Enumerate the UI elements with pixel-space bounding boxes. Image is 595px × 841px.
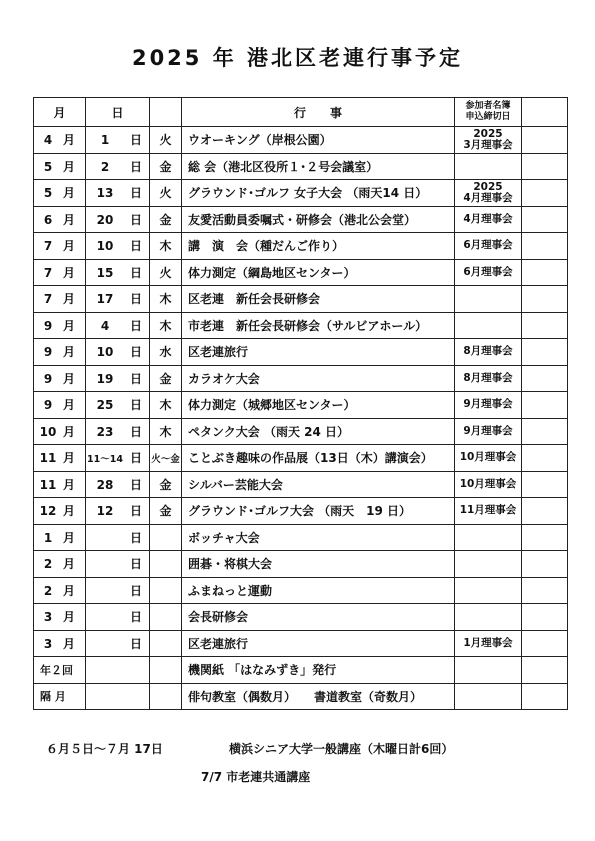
- header-note-line1: 参加者名簿: [465, 101, 511, 111]
- event-cell: ウオーキング（岸根公園）: [182, 127, 455, 154]
- day-number: 10: [96, 345, 114, 360]
- month-cell: [34, 657, 86, 684]
- day-number: 28: [96, 477, 114, 492]
- note-cell: 11月理事会: [455, 498, 522, 525]
- month-number: 12: [39, 504, 57, 519]
- extra-cell: [522, 259, 568, 286]
- day-number: 17: [96, 292, 114, 307]
- event-cell: 区老連旅行: [182, 630, 455, 657]
- note-cell: 8月理事会: [455, 365, 522, 392]
- day-number: 15: [96, 265, 114, 280]
- day-cell: [86, 498, 150, 525]
- table-row: [34, 683, 568, 710]
- day-cell: [86, 365, 150, 392]
- extra-cell: [522, 392, 568, 419]
- weekday-cell: [150, 604, 182, 631]
- weekday-cell: 木: [150, 286, 182, 313]
- weekday-cell: 金: [150, 206, 182, 233]
- month-kanji: 月: [63, 371, 76, 386]
- note-cell: [455, 153, 522, 180]
- day-number: 13: [96, 186, 114, 201]
- month-kanji: 月: [63, 530, 76, 545]
- extra-cell: [522, 365, 568, 392]
- note-cell: [455, 524, 522, 551]
- note-cell: 10月理事会: [455, 471, 522, 498]
- weekday-cell: 水: [150, 339, 182, 366]
- month-cell: [34, 683, 86, 710]
- day-cell: [86, 577, 150, 604]
- header-extra: [522, 98, 568, 127]
- day-kanji: 日: [130, 530, 143, 545]
- schedule-table: [33, 97, 568, 710]
- day-cell: [86, 153, 150, 180]
- extra-cell: [522, 551, 568, 578]
- day-cell: [86, 418, 150, 445]
- table-row: [34, 445, 568, 472]
- month-number: 11: [39, 477, 57, 492]
- month-kanji: 月: [63, 557, 76, 572]
- note-cell: [455, 657, 522, 684]
- extra-cell: [522, 498, 568, 525]
- day-cell: [86, 551, 150, 578]
- table-row: [34, 286, 568, 313]
- extra-cell: [522, 153, 568, 180]
- day-kanji: 日: [130, 133, 143, 148]
- table-row: [34, 259, 568, 286]
- month-kanji: 月: [63, 504, 76, 519]
- note-cell: [455, 683, 522, 710]
- month-cell: [34, 206, 86, 233]
- header-event: 行 事: [182, 98, 455, 127]
- note-cell: [455, 286, 522, 313]
- day-kanji: 日: [130, 583, 143, 598]
- month-kanji: 月: [63, 477, 76, 492]
- month-cell: [34, 365, 86, 392]
- extra-cell: [522, 312, 568, 339]
- month-cell: [34, 418, 86, 445]
- month-kanji: 月: [63, 265, 76, 280]
- extra-cell: [522, 339, 568, 366]
- event-cell: 市老連 新任会長研修会（サルビアホール）: [182, 312, 455, 339]
- month-cell: [34, 286, 86, 313]
- note-cell: [455, 312, 522, 339]
- table-row: [34, 392, 568, 419]
- event-cell: 俳句教室（偶数月） 書道教室（奇数月）: [182, 683, 455, 710]
- day-cell: [86, 180, 150, 207]
- note-cell: 10月理事会: [455, 445, 522, 472]
- event-cell: 友愛活動員委嘱式・研修会（港北公会堂）: [182, 206, 455, 233]
- table-row: [34, 471, 568, 498]
- month-cell: [34, 577, 86, 604]
- weekday-cell: [150, 577, 182, 604]
- event-cell: 体力測定（城郷地区センター）: [182, 392, 455, 419]
- note-cell: 2025 4月理事会: [455, 180, 522, 207]
- day-cell: [86, 524, 150, 551]
- month-kanji: 月: [63, 159, 76, 174]
- extra-cell: [522, 657, 568, 684]
- weekday-cell: 木: [150, 418, 182, 445]
- month-kanji: 月: [63, 398, 76, 413]
- extra-cell: [522, 604, 568, 631]
- month-number: 7: [43, 265, 53, 280]
- month-cell: [34, 630, 86, 657]
- month-number: 5: [43, 186, 53, 201]
- event-cell: 会長研修会: [182, 604, 455, 631]
- month-number: 10: [39, 424, 57, 439]
- month-cell: [34, 153, 86, 180]
- event-cell: 機関紙 「はなみずき」発行: [182, 657, 455, 684]
- table-row: [34, 604, 568, 631]
- weekday-cell: 火～金: [150, 445, 182, 472]
- month-number: 9: [43, 318, 53, 333]
- event-cell: シルバー芸能大会: [182, 471, 455, 498]
- day-kanji: 日: [130, 292, 143, 307]
- event-cell: ボッチャ大会: [182, 524, 455, 551]
- weekday-cell: 火: [150, 180, 182, 207]
- footer-common-lecture: 7/7 市老連共通講座: [201, 770, 311, 784]
- day-kanji: 日: [130, 318, 143, 333]
- day-kanji: 日: [130, 212, 143, 227]
- day-kanji: 日: [130, 371, 143, 386]
- month-cell: [34, 259, 86, 286]
- month-cell: [34, 551, 86, 578]
- day-cell: [86, 445, 150, 472]
- note-cell: [455, 551, 522, 578]
- event-cell: ことぶき趣味の作品展（13日（木）講演会）: [182, 445, 455, 472]
- weekday-cell: 火: [150, 127, 182, 154]
- event-cell: 区老連 新任会長研修会: [182, 286, 455, 313]
- note-cell: 6月理事会: [455, 259, 522, 286]
- header-weekday: [150, 98, 182, 127]
- month-kanji: 月: [63, 610, 76, 625]
- day-cell: [86, 286, 150, 313]
- month-number: 9: [43, 371, 53, 386]
- table-row: [34, 418, 568, 445]
- weekday-cell: [150, 551, 182, 578]
- event-cell: 区老連旅行: [182, 339, 455, 366]
- day-number: 20: [96, 212, 114, 227]
- month-cell: [34, 233, 86, 260]
- weekday-cell: [150, 657, 182, 684]
- day-kanji: 日: [130, 265, 143, 280]
- day-number: 1: [100, 133, 110, 148]
- day-cell: [86, 206, 150, 233]
- weekday-cell: 木: [150, 312, 182, 339]
- month-number: 2: [43, 583, 53, 598]
- footer-lecture: 横浜シニア大学一般講座（木曜日計6回）: [229, 742, 454, 756]
- month-number: 9: [43, 398, 53, 413]
- extra-cell: [522, 577, 568, 604]
- day-cell: [86, 471, 150, 498]
- note-cell: 2025 3月理事会: [455, 127, 522, 154]
- weekday-cell: 木: [150, 233, 182, 260]
- event-cell: ふまねっと運動: [182, 577, 455, 604]
- day-cell: [86, 339, 150, 366]
- table-row: [34, 312, 568, 339]
- event-cell: カラオケ大会: [182, 365, 455, 392]
- extra-cell: [522, 286, 568, 313]
- header-day: 日: [86, 98, 150, 127]
- day-kanji: 日: [130, 398, 143, 413]
- month-number: 9: [43, 345, 53, 360]
- event-cell: 体力測定（綱島地区センター）: [182, 259, 455, 286]
- event-cell: グラウンド･ゴルフ大会 （雨天 19 日）: [182, 498, 455, 525]
- event-cell: ペタンク大会 （雨天 24 日）: [182, 418, 455, 445]
- note-cell: [455, 577, 522, 604]
- day-number: 25: [96, 398, 114, 413]
- day-cell: [86, 683, 150, 710]
- day-number: 10: [96, 239, 114, 254]
- table-row: [34, 127, 568, 154]
- day-cell: [86, 259, 150, 286]
- day-kanji: 日: [130, 610, 143, 625]
- day-cell: [86, 630, 150, 657]
- month-kanji: 月: [63, 583, 76, 598]
- extra-cell: [522, 524, 568, 551]
- month-cell: [34, 604, 86, 631]
- month-cell: [34, 471, 86, 498]
- table-header-row: [34, 98, 568, 127]
- extra-cell: [522, 206, 568, 233]
- month-kanji: 月: [63, 451, 76, 466]
- day-cell: [86, 312, 150, 339]
- weekday-cell: [150, 683, 182, 710]
- header-month: 月: [34, 98, 86, 127]
- table-row: [34, 577, 568, 604]
- month-kanji: 月: [63, 133, 76, 148]
- extra-cell: [522, 445, 568, 472]
- month-number: 4: [43, 133, 53, 148]
- month-cell: [34, 339, 86, 366]
- weekday-cell: 金: [150, 365, 182, 392]
- day-number: 2: [100, 159, 110, 174]
- table-row: [34, 524, 568, 551]
- table-row: [34, 206, 568, 233]
- month-cell: [34, 127, 86, 154]
- month-number: 11: [39, 451, 57, 466]
- day-number: 23: [96, 424, 114, 439]
- table-row: [34, 365, 568, 392]
- weekday-cell: 金: [150, 153, 182, 180]
- month-kanji: 月: [63, 636, 76, 651]
- month-cell: [34, 312, 86, 339]
- note-cell: 8月理事会: [455, 339, 522, 366]
- day-number: 4: [100, 318, 110, 333]
- month-kanji: 月: [63, 345, 76, 360]
- month-kanji: 月: [63, 239, 76, 254]
- note-cell: 4月理事会: [455, 206, 522, 233]
- table-row: [34, 233, 568, 260]
- month-cell: [34, 180, 86, 207]
- weekday-cell: 金: [150, 498, 182, 525]
- month-kanji: 月: [63, 292, 76, 307]
- day-kanji: 日: [130, 477, 143, 492]
- extra-cell: [522, 471, 568, 498]
- page-title: 2025 年 港北区老連行事予定: [131, 46, 464, 70]
- month-label: 隔 月: [40, 690, 66, 704]
- note-cell: [455, 604, 522, 631]
- month-number: 7: [43, 239, 53, 254]
- event-cell: グラウンド･ゴルフ 女子大会 （雨天14 日）: [182, 180, 455, 207]
- month-cell: [34, 392, 86, 419]
- extra-cell: [522, 683, 568, 710]
- month-kanji: 月: [63, 424, 76, 439]
- day-cell: [86, 657, 150, 684]
- day-kanji: 日: [130, 239, 143, 254]
- note-cell: 6月理事会: [455, 233, 522, 260]
- weekday-cell: 火: [150, 259, 182, 286]
- header-note: [455, 98, 522, 127]
- month-number: 3: [43, 636, 53, 651]
- weekday-cell: [150, 630, 182, 657]
- note-cell: 9月理事会: [455, 418, 522, 445]
- day-kanji: 日: [130, 345, 143, 360]
- extra-cell: [522, 127, 568, 154]
- month-number: 6: [43, 212, 53, 227]
- month-number: 1: [43, 530, 53, 545]
- note-cell: 1月理事会: [455, 630, 522, 657]
- event-cell: 総 会（港北区役所１･２号会議室）: [182, 153, 455, 180]
- note-cell: 9月理事会: [455, 392, 522, 419]
- day-cell: [86, 127, 150, 154]
- month-kanji: 月: [63, 212, 76, 227]
- day-kanji: 日: [130, 186, 143, 201]
- month-number: 5: [43, 159, 53, 174]
- month-number: 7: [43, 292, 53, 307]
- month-number: 3: [43, 610, 53, 625]
- table-row: [34, 657, 568, 684]
- month-cell: [34, 524, 86, 551]
- day-kanji: 日: [130, 557, 143, 572]
- table-row: [34, 153, 568, 180]
- day-cell: [86, 392, 150, 419]
- weekday-cell: 金: [150, 471, 182, 498]
- table-row: [34, 630, 568, 657]
- day-kanji: 日: [130, 424, 143, 439]
- day-number: 19: [96, 371, 114, 386]
- day-number: 12: [96, 504, 114, 519]
- event-cell: 講 演 会（種だんご作り）: [182, 233, 455, 260]
- day-kanji: 日: [130, 451, 143, 466]
- footer-period: ６月５日～７月 17日: [46, 742, 163, 756]
- month-cell: [34, 445, 86, 472]
- table-row: [34, 339, 568, 366]
- table-row: [34, 498, 568, 525]
- table-row: [34, 551, 568, 578]
- event-cell: 囲碁・将棋大会: [182, 551, 455, 578]
- day-kanji: 日: [130, 636, 143, 651]
- month-kanji: 月: [63, 186, 76, 201]
- extra-cell: [522, 233, 568, 260]
- day-number: 11～14: [87, 454, 123, 466]
- day-kanji: 日: [130, 159, 143, 174]
- extra-cell: [522, 180, 568, 207]
- extra-cell: [522, 418, 568, 445]
- extra-cell: [522, 630, 568, 657]
- month-kanji: 月: [63, 318, 76, 333]
- month-label: 年２回: [40, 663, 73, 677]
- month-cell: [34, 498, 86, 525]
- day-kanji: 日: [130, 504, 143, 519]
- month-number: 2: [43, 557, 53, 572]
- day-cell: [86, 604, 150, 631]
- weekday-cell: 木: [150, 392, 182, 419]
- weekday-cell: [150, 524, 182, 551]
- header-note-line2: 申込締切日: [465, 112, 511, 122]
- day-cell: [86, 233, 150, 260]
- table-row: [34, 180, 568, 207]
